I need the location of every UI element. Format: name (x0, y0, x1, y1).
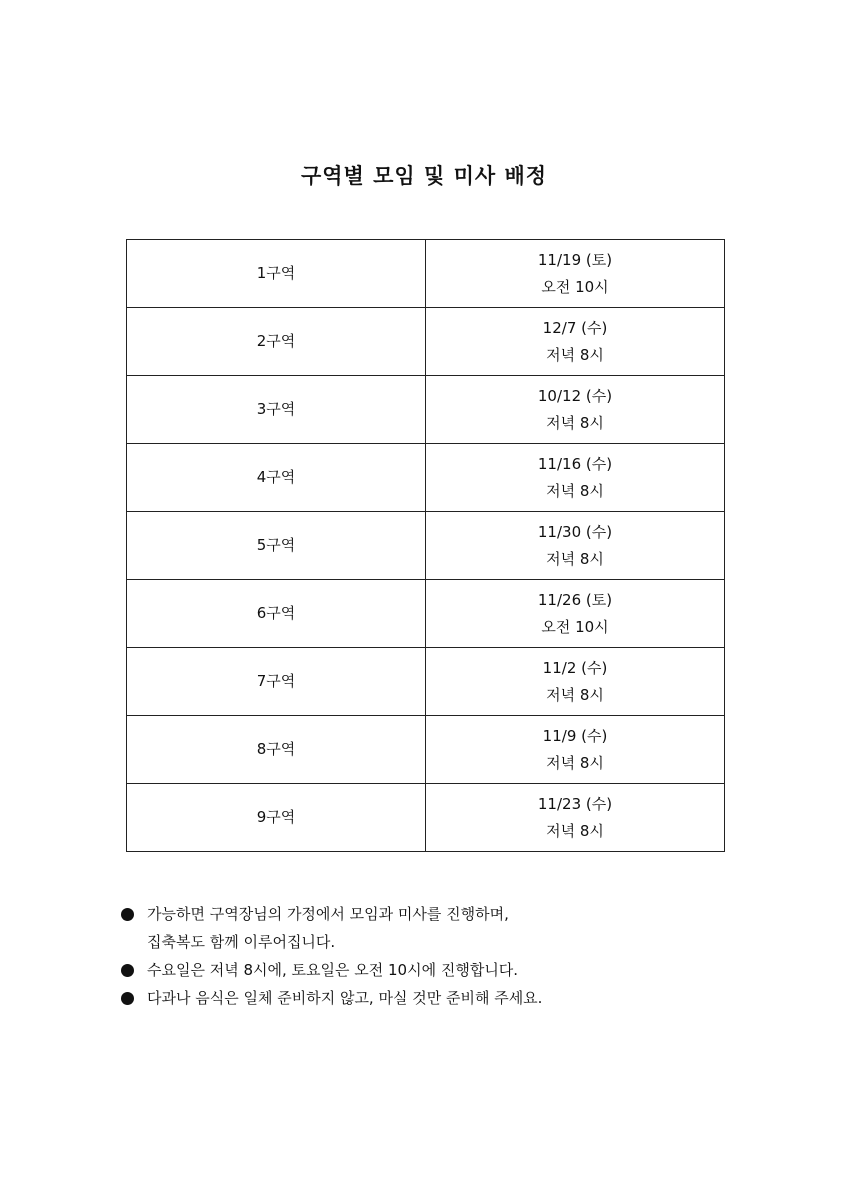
table-row (127, 648, 725, 716)
schedule-cell (426, 240, 725, 308)
schedule-cell (426, 580, 725, 648)
bullet-icon (121, 964, 134, 977)
list-item (121, 956, 741, 984)
date-text: 11/26 (토) (537, 590, 613, 609)
list-item (121, 984, 741, 1012)
date-text: 11/9 (수) (542, 726, 608, 745)
time-text: 저녁 8시 (546, 821, 604, 840)
date-text: 11/2 (수) (542, 658, 608, 677)
date-text: 11/16 (수) (537, 454, 613, 473)
schedule-cell (426, 308, 725, 376)
schedule-table (126, 239, 725, 852)
table-row (127, 784, 725, 852)
district-cell: 3구역 (127, 376, 426, 444)
district-cell: 7구역 (127, 648, 426, 716)
district-cell: 4구역 (127, 444, 426, 512)
time-text: 저녁 8시 (546, 753, 604, 772)
date-text: 11/30 (수) (537, 522, 613, 541)
note-text: 다과나 음식은 일체 준비하지 않고, 마실 것만 준비해 주세요. (147, 989, 543, 1007)
district-cell: 6구역 (127, 580, 426, 648)
schedule-cell (426, 512, 725, 580)
district-cell: 8구역 (127, 716, 426, 784)
schedule-cell (426, 444, 725, 512)
district-cell: 9구역 (127, 784, 426, 852)
time-text: 저녁 8시 (546, 481, 604, 500)
time-text: 저녁 8시 (546, 549, 604, 568)
date-text: 12/7 (수) (542, 318, 608, 337)
table-row (127, 308, 725, 376)
note-text: 가능하면 구역장님의 가정에서 모임과 미사를 진행하며, (147, 905, 509, 923)
time-text: 오전 10시 (541, 277, 609, 296)
district-cell: 5구역 (127, 512, 426, 580)
bullet-icon (121, 992, 134, 1005)
table-row (127, 240, 725, 308)
time-text: 저녁 8시 (546, 345, 604, 364)
table-row (127, 580, 725, 648)
date-text: 10/12 (수) (537, 386, 613, 405)
schedule-cell (426, 376, 725, 444)
district-cell: 2구역 (127, 308, 426, 376)
page-title: 구역별 모임 및 미사 배정 (300, 164, 548, 188)
table-row (127, 716, 725, 784)
note-text: 집축복도 함께 이루어집니다. (147, 933, 336, 951)
table-row (127, 444, 725, 512)
time-text: 저녁 8시 (546, 413, 604, 432)
note-text: 수요일은 저녁 8시에, 토요일은 오전 10시에 진행합니다. (147, 961, 519, 979)
table-row (127, 512, 725, 580)
time-text: 저녁 8시 (546, 685, 604, 704)
schedule-cell (426, 784, 725, 852)
district-cell: 1구역 (127, 240, 426, 308)
schedule-cell (426, 716, 725, 784)
date-text: 11/23 (수) (537, 794, 613, 813)
time-text: 오전 10시 (541, 617, 609, 636)
list-item (121, 900, 741, 956)
bullet-icon (121, 908, 134, 921)
date-text: 11/19 (토) (537, 250, 613, 269)
notes-list (121, 900, 741, 1012)
schedule-cell (426, 648, 725, 716)
table-row (127, 376, 725, 444)
